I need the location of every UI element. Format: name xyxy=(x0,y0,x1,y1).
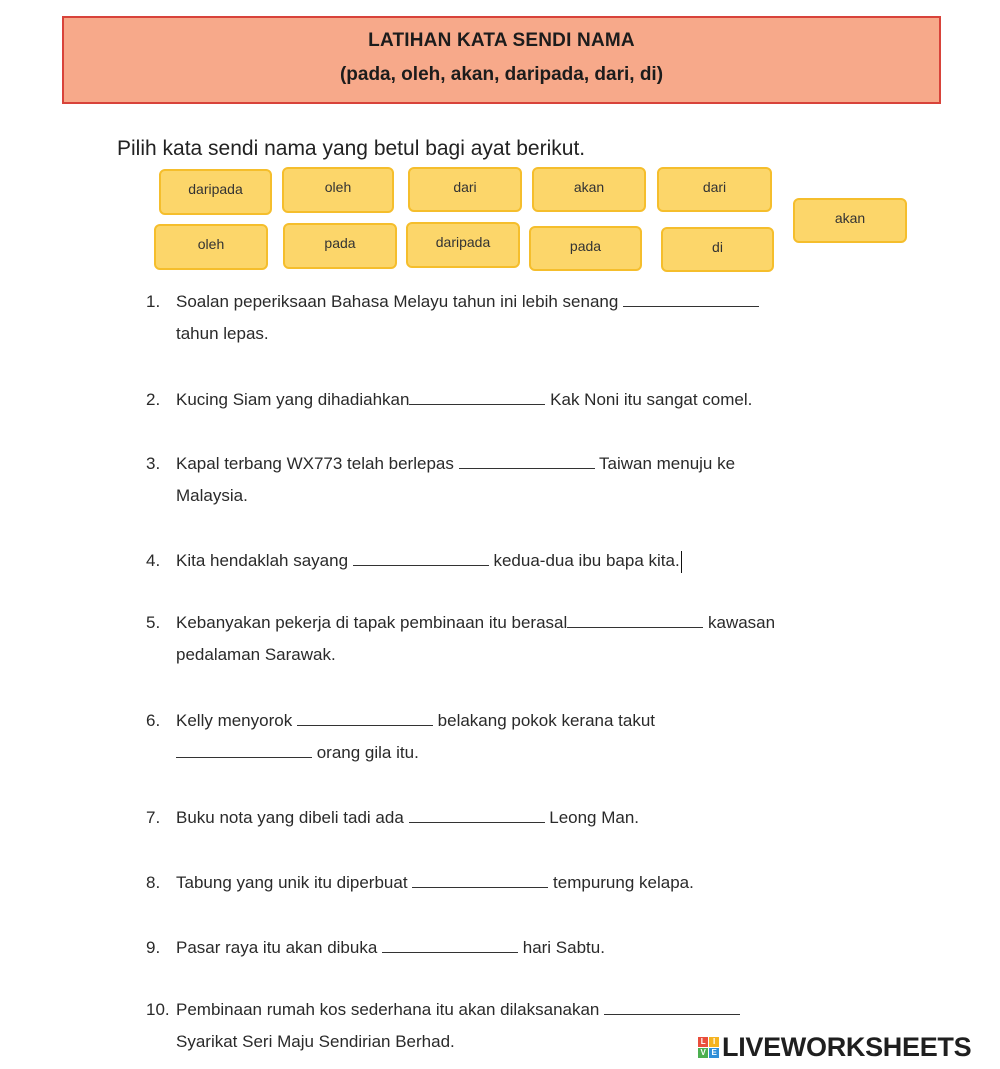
answer-blank[interactable] xyxy=(409,808,545,823)
word-chip[interactable] xyxy=(532,167,646,212)
word-chip-label: daripada xyxy=(188,181,243,197)
worksheet-title: LATIHAN KATA SENDI NAMA xyxy=(368,30,635,51)
word-chip[interactable] xyxy=(154,224,268,270)
word-chip-label: pada xyxy=(569,238,602,254)
question-7 xyxy=(146,802,639,834)
question-number: 6. xyxy=(146,711,161,730)
word-chip[interactable] xyxy=(406,222,520,268)
answer-blank[interactable] xyxy=(459,454,595,469)
question-text: Pembinaan rumah kos sederhana itu akan dilaksanakan xyxy=(176,1000,605,1019)
word-chip-label: dari xyxy=(453,179,477,195)
question-1 xyxy=(146,286,759,343)
word-chip-label: daripada xyxy=(435,234,491,250)
word-chip-label: di xyxy=(712,239,723,255)
question-text-after: hari Sabtu. xyxy=(518,938,605,957)
question-text-after: kedua-dua ibu bapa kita. xyxy=(488,551,680,570)
question-10 xyxy=(146,994,740,1051)
logo-tile: I xyxy=(709,1037,719,1047)
question-9 xyxy=(146,932,605,964)
liveworksheets-logo xyxy=(698,1033,971,1061)
word-chip-label: oleh xyxy=(197,236,225,252)
title-banner xyxy=(62,16,941,104)
word-chip-label: oleh xyxy=(324,179,352,195)
question-text-after: Leong Man. xyxy=(544,808,640,827)
word-chip-label: dari xyxy=(702,179,727,195)
question-text-after: Kak Noni itu sangat comel. xyxy=(545,390,753,409)
instruction-text: Pilih kata sendi nama yang betul bagi ayat berikut. xyxy=(117,137,586,160)
word-chip[interactable] xyxy=(529,226,642,271)
question-number: 2. xyxy=(146,390,161,409)
question-8 xyxy=(146,867,694,899)
question-text-after: belakang pokok kerana takut xyxy=(432,711,656,730)
question-text-continued: tahun lepas. xyxy=(176,324,269,343)
question-number: 7. xyxy=(146,808,161,827)
word-chip[interactable] xyxy=(283,223,397,269)
word-chip-label: pada xyxy=(324,235,356,251)
liveworksheets-icon xyxy=(698,1037,719,1058)
question-6 xyxy=(146,705,656,762)
question-text: Buku nota yang dibeli tadi ada xyxy=(176,808,409,827)
answer-blank[interactable] xyxy=(623,292,759,307)
question-text-after: orang gila itu. xyxy=(312,743,419,762)
word-chip-label: akan xyxy=(573,179,605,195)
answer-blank[interactable] xyxy=(176,743,312,758)
text-cursor xyxy=(681,551,683,573)
question-number: 8. xyxy=(146,873,161,892)
word-chip[interactable] xyxy=(282,167,394,213)
question-line-2 xyxy=(176,737,419,769)
question-text: Kapal terbang WX773 telah berlepas xyxy=(176,454,459,473)
question-number: 9. xyxy=(146,938,161,957)
question-number: 4. xyxy=(146,551,161,570)
word-chip[interactable] xyxy=(408,167,522,212)
question-5 xyxy=(146,607,776,664)
answer-blank[interactable] xyxy=(412,873,548,888)
question-2 xyxy=(146,384,752,416)
question-text: Soalan peperiksaan Bahasa Melayu tahun ini lebih senang xyxy=(176,292,624,311)
question-number: 5. xyxy=(146,613,161,632)
answer-blank[interactable] xyxy=(604,1000,740,1015)
word-chip[interactable] xyxy=(793,198,907,243)
question-number: 3. xyxy=(146,454,161,473)
answer-blank[interactable] xyxy=(409,390,545,405)
question-number: 1. xyxy=(146,292,161,311)
question-text-after: tempurung kelapa. xyxy=(548,873,694,892)
answer-blank[interactable] xyxy=(353,551,489,566)
question-text: Kelly menyorok xyxy=(176,711,297,730)
word-chip[interactable] xyxy=(661,227,774,272)
worksheet-subtitle: (pada, oleh, akan, daripada, dari, di) xyxy=(339,64,664,85)
question-text: Kita hendaklah sayang xyxy=(176,551,353,570)
question-text: Pasar raya itu akan dibuka xyxy=(176,938,383,957)
logo-tile: E xyxy=(709,1048,719,1058)
brand-name: LIVEWORKSHEETS xyxy=(722,1031,972,1062)
answer-blank[interactable] xyxy=(297,711,433,726)
question-3 xyxy=(146,448,736,505)
question-4 xyxy=(146,545,682,577)
question-text-after: kawasan xyxy=(703,613,776,632)
question-text: Kucing Siam yang dihadiahkan xyxy=(176,390,410,409)
question-text-continued: pedalaman Sarawak. xyxy=(176,645,336,664)
logo-tile: L xyxy=(698,1037,708,1047)
question-text: Kebanyakan pekerja di tapak pembinaan itu berasal xyxy=(176,613,568,632)
question-text: Tabung yang unik itu diperbuat xyxy=(176,873,413,892)
question-text-continued: Malaysia. xyxy=(176,486,248,505)
logo-tile: V xyxy=(698,1048,708,1058)
word-chip-label: akan xyxy=(834,210,866,226)
answer-blank[interactable] xyxy=(567,613,703,628)
question-number: 10. xyxy=(146,1000,170,1019)
answer-blank[interactable] xyxy=(382,938,518,953)
word-chip[interactable] xyxy=(657,167,772,212)
word-chip[interactable] xyxy=(159,169,272,215)
question-text-continued: Syarikat Seri Maju Sendirian Berhad. xyxy=(176,1032,455,1051)
question-text-after: Taiwan menuju ke xyxy=(594,454,736,473)
